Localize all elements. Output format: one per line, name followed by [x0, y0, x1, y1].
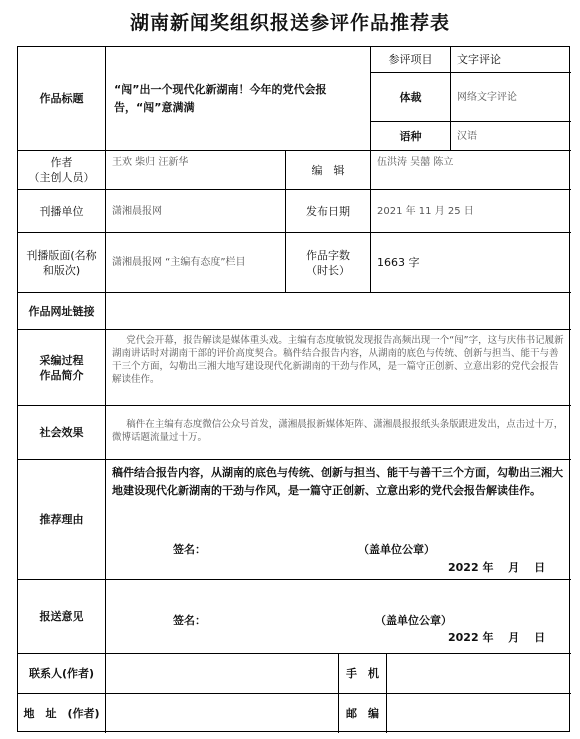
author-label: 作者 （主创人员） — [28, 156, 95, 184]
submission-sign: 签名： — [173, 614, 206, 627]
reason-seal: （盖单位公章） — [358, 543, 435, 556]
phone-value[interactable] — [387, 654, 571, 693]
publish-unit-label: 刊播单位 — [39, 204, 84, 218]
url-value[interactable] — [106, 293, 571, 329]
reason-label: 推荐理由 — [39, 513, 84, 526]
publish-date-value: 2021 年 11 月 25 日 — [377, 205, 474, 217]
reason-value: 稿件结合报告内容，从湖南的底色与传统、创新与担当、能干与善干三个方面，勾勒出三湘大地建设现代化新湖南的干劲与作风，是一篇守正创新、立意出彩的党代会报告解读佳作。 — [112, 466, 563, 497]
phone-label: 手 机 — [346, 667, 379, 680]
publish-section-label: 刊播版面(名称和版次) — [26, 248, 97, 277]
effect-value: 稿件在主编有态度微信公众号首发，潇湘晨报新媒体矩阵、潇湘晨报报纸头条版跟进发出，点击过十万，微博话题流量过十万。 — [112, 419, 564, 443]
genre-label: 体裁 — [399, 90, 422, 104]
postcode-label: 邮 编 — [346, 707, 379, 720]
work-title-value: “闯”出一个现代化新湖南！今年的党代会报告，“闯”意满满 — [114, 82, 327, 114]
postcode-value[interactable] — [387, 694, 571, 733]
form-table — [17, 46, 570, 732]
editor-value: 伍洪涛 吴囍 陈立 — [377, 157, 454, 168]
language-value: 汉语 — [457, 130, 477, 142]
publish-section-value: 潇湘晨报网 “主编有态度”栏目 — [112, 257, 246, 268]
author-value: 王欢 柴归 汪新华 — [112, 157, 189, 168]
address-value[interactable] — [106, 694, 338, 733]
summary-value: 党代会开幕，报告解读是媒体重头戏。主编有态度敏锐发现报告高频出现一个“闯”字，这与庆伟书记履新湖南讲话时对湖南干部的评价高度契合。稿件结合报告内容，从湖南的底色与传统、创新与担当、能干与善干三个方面，勾勒出三湘大地写建设现代化新湖南的干劲与作风，是一篇守正创新、立意出彩的党代会报告解读佳作。 — [112, 335, 564, 385]
publish-date-label: 发布日期 — [306, 204, 350, 218]
language-label: 语种 — [399, 129, 422, 143]
word-count-label: 作品字数 （时长） — [306, 248, 350, 277]
summary-label: 采编过程 作品简介 — [39, 353, 84, 382]
category-value: 文字评论 — [457, 53, 501, 66]
effect-label: 社会效果 — [39, 426, 84, 439]
category-label: 参评项目 — [388, 53, 433, 66]
submission-label: 报送意见 — [39, 610, 84, 623]
contact-label: 联系人(作者) — [28, 667, 95, 680]
genre-value: 网络文字评论 — [457, 91, 517, 103]
page-title: 湖南新闻奖组织报送参评作品推荐表 — [129, 12, 450, 34]
submission-date: 2022 年 月 日 — [448, 631, 546, 644]
address-label: 地 址 (作者) — [23, 707, 100, 720]
reason-sign: 签名： — [173, 543, 206, 556]
word-count-value: 1663 字 — [377, 256, 420, 269]
work-title-label: 作品标题 — [39, 92, 84, 105]
contact-value[interactable] — [106, 654, 338, 693]
reason-date: 2022 年 月 日 — [448, 561, 546, 574]
url-label: 作品网址链接 — [28, 304, 95, 318]
submission-seal: （盖单位公章） — [375, 614, 452, 627]
editor-label: 编 辑 — [311, 163, 345, 177]
publish-unit-value: 潇湘晨报网 — [112, 205, 162, 217]
